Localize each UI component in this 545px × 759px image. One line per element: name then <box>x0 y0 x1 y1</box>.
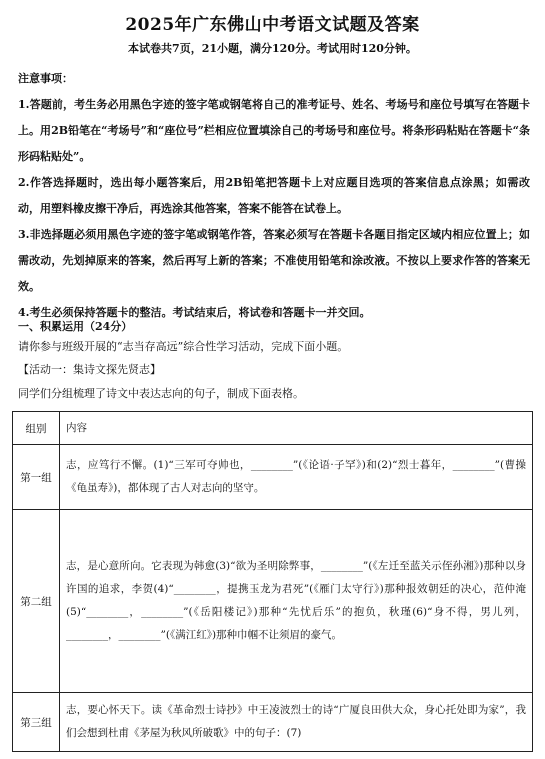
row-content: 志，应笃行不懈。(1)“三军可夺帅也，________”(《论语·子罕》)和(2)“烈士暮年，________”(曹操《龟虽寿》)，都体现了古人对志向的坚守。 <box>60 445 533 510</box>
doc-title: 2025年广东佛山中考语文试题及答案 <box>125 15 420 35</box>
table-instruction: 同学们分组梳理了诗文中表达志向的句子，制成下面表格。 <box>18 387 304 400</box>
notes-block <box>18 66 530 326</box>
row-group: 第二组 <box>13 510 60 693</box>
activity-title: 【活动一：集诗文探先贤志】 <box>18 363 161 376</box>
row-group: 第三组 <box>13 693 60 752</box>
table-row <box>13 693 533 752</box>
note-item-3: 3.非选择题必须用黑色字迹的签字笔或钢笔作答，答案必须写在答题卡各题目指定区域内相应位置上；如需改动，先划掉原来的答案，然后再写上新的答案；不准使用铅笔和涂改液。不按以上要求作答的答案无效。 <box>18 228 530 293</box>
section-intro: 请你参与班级开展的“志当存高远”综合性学习活动，完成下面小题。 <box>18 340 349 353</box>
table-row <box>13 445 533 510</box>
note-item-4: 4.考生必须保持答题卡的整洁。考试结束后，将试卷和答题卡一并交回。 <box>18 306 371 319</box>
summary-table <box>12 411 533 752</box>
doc-subtitle: 本试卷共7页，21小题，满分120分。考试用时120分钟。 <box>128 42 417 55</box>
table-header-row <box>13 412 533 445</box>
table-row <box>13 510 533 693</box>
row-group: 第一组 <box>13 445 60 510</box>
notes-heading: 注意事项： <box>18 72 73 85</box>
header-group: 组别 <box>13 412 60 445</box>
row-content: 志，要心怀天下。读《革命烈士诗抄》中王凌波烈士的诗“广厦良田供大众，身心托处即为家”，我们会想到杜甫《茅屋为秋风所破歌》中的句子：(7) <box>60 693 533 752</box>
note-item-2: 2.作答选择题时，选出每小题答案后，用2B铅笔把答题卡上对应题目选项的答案信息点涂黑；如需改动，用塑料橡皮擦干净后，再选涂其他答案，答案不能答在试卷上。 <box>18 176 530 215</box>
note-item-1: 1.答题前，考生务必用黑色字迹的签字笔或钢笔将自己的准考证号、姓名、考场号和座位号填写在答题卡上。用2B铅笔在“考场号”和“座位号”栏相应位置填涂自己的考场号和座位号。将条形码粘贴在答题卡“条形码粘贴处”。 <box>18 98 530 163</box>
row-content: 志，是心意所向。它表现为韩愈(3)“欲为圣明除弊事，________”(《左迁至蓝关示侄孙湘》)那种以身许国的追求，李贺(4)“________，提携玉龙为君死”(《雁门太守行》)那种报效朝廷的决心，范仲淹(5)“________，________”(《岳阳楼记》)那种“先忧后乐”的抱负，秋瑾(6)“身不得，男儿列，________，________”(《满江红》)那种巾帼不让须眉的豪气。 <box>60 510 533 693</box>
section-heading: 一、积累运用（24分） <box>18 320 133 333</box>
header-content: 内容 <box>60 412 533 445</box>
